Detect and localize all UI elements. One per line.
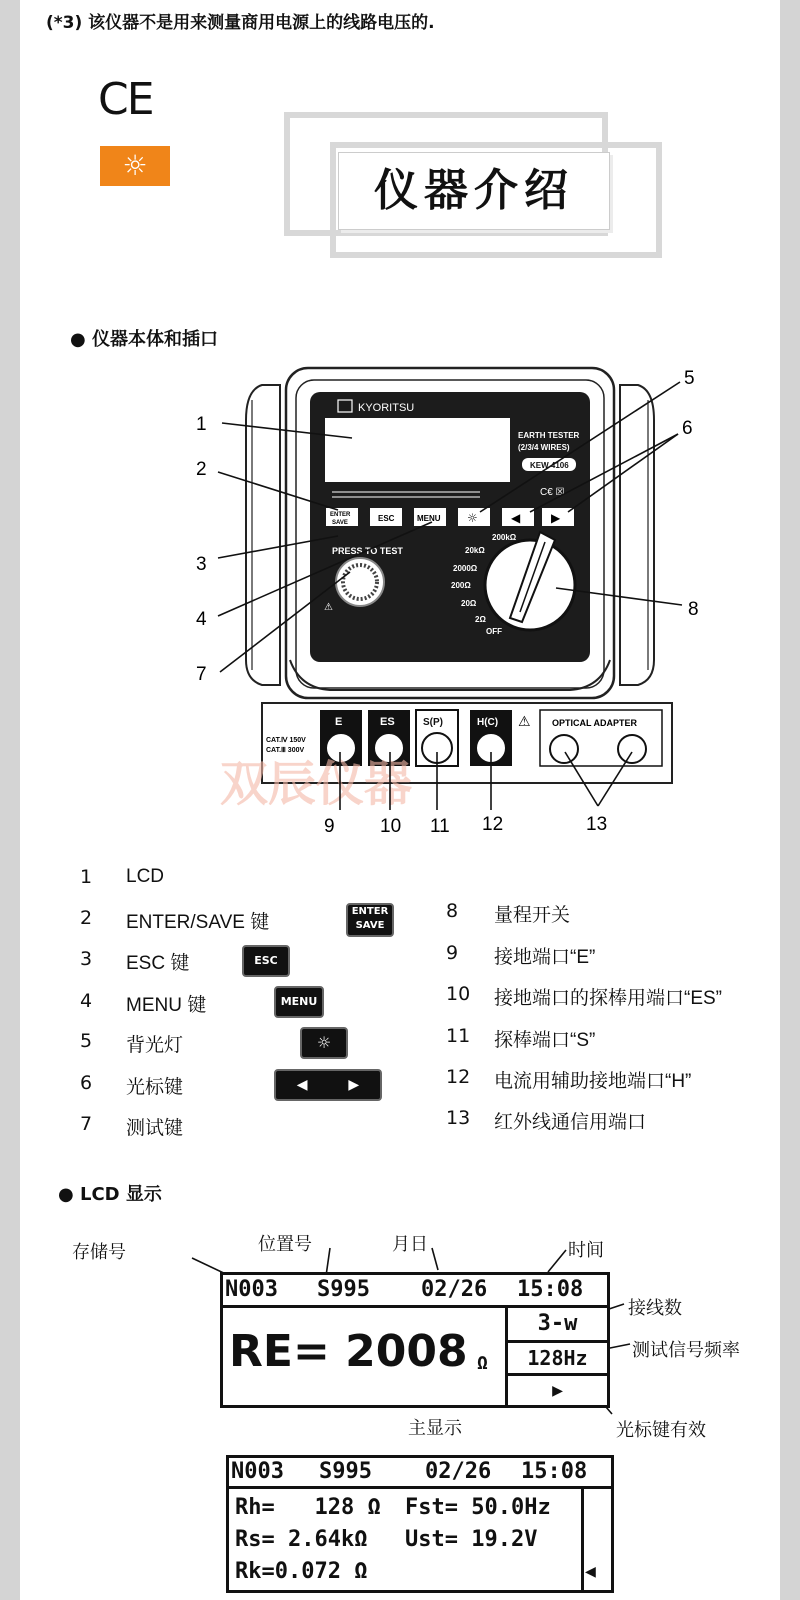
svg-text:☼: ☼ <box>467 511 478 525</box>
svg-text:▶: ▶ <box>551 511 561 525</box>
watermark: 双辰仪器 <box>220 756 413 812</box>
brand-text: KYORITSU <box>358 402 415 414</box>
terminal-s-label: S(P) <box>423 717 443 728</box>
lcd-screen-detail <box>226 1455 614 1593</box>
lcd-screen-main <box>220 1272 610 1408</box>
callout-7: 7 <box>196 664 207 685</box>
svg-text:C€ ☒: C€ ☒ <box>540 487 565 498</box>
enter-save-key-icon: ENTER SAVE <box>346 903 394 937</box>
press-to-test-text: PRESS TO TEST <box>332 546 403 556</box>
ce-mark: CE <box>98 74 153 125</box>
model-line-2: (2/3/4 WIRES) <box>518 443 570 452</box>
range-20k: 20kΩ <box>465 546 485 555</box>
model-name: KEW 4106 <box>530 461 569 470</box>
svg-text:ESC: ESC <box>378 514 395 523</box>
svg-text:SAVE: SAVE <box>332 520 348 526</box>
callout-9: 9 <box>324 816 335 837</box>
range-2: 2Ω <box>475 615 486 624</box>
menu-key-icon: MENU <box>274 986 324 1018</box>
callout-10: 10 <box>380 816 402 837</box>
svg-text:⚠: ⚠ <box>518 714 531 730</box>
cursor-left-icon: ◀ <box>585 1561 596 1582</box>
lcd2-status-bar: N003 S995 02/26 15:08 <box>229 1458 611 1489</box>
range-200: 200Ω <box>451 581 471 590</box>
esc-key-icon: ESC <box>242 945 290 977</box>
svg-text:MENU: MENU <box>417 514 441 523</box>
range-off: OFF <box>486 627 502 636</box>
label-month-day: 月日 <box>392 1234 428 1255</box>
optical-adapter-label: OPTICAL ADAPTER <box>552 718 638 728</box>
lcd-heading: ● LCD 显示 <box>58 1184 162 1205</box>
terminal-e-label: E <box>335 716 343 728</box>
label-time: 时间 <box>568 1240 604 1261</box>
frequency-readout: 128Hz <box>508 1343 607 1376</box>
range-20: 20Ω <box>461 599 477 608</box>
voltage-note: (*3) 该仪器不是用来测量商用电源上的线路电压的. <box>46 13 435 33</box>
range-200k: 200kΩ <box>492 533 517 542</box>
lcd2-row-2: Rs= 2.64kΩ <box>235 1527 368 1552</box>
label-frequency: 测试信号频率 <box>632 1340 740 1361</box>
main-reading: RE= 2008 <box>229 1326 468 1377</box>
callout-5: 5 <box>684 368 695 389</box>
terminal-es-label: ES <box>380 716 395 728</box>
lcd2-row-2-right: Ust= 19.2V <box>405 1527 538 1552</box>
lcd2-row-1-right: Fst= 50.0Hz <box>405 1495 551 1520</box>
callout-4: 4 <box>196 609 207 630</box>
range-2000: 2000Ω <box>453 564 478 573</box>
callout-8: 8 <box>688 599 699 620</box>
cat-iii-text: CAT.Ⅲ 300V <box>266 747 305 754</box>
svg-text:◀: ◀ <box>511 511 521 525</box>
backlight-icon: ☼ <box>100 146 170 186</box>
label-position: 位置号 <box>258 1234 312 1255</box>
lcd2-row-3: Rk=0.072 Ω <box>235 1559 368 1584</box>
label-main: 主显示 <box>408 1418 462 1439</box>
instrument-heading: ● 仪器本体和插口 <box>70 329 218 350</box>
label-storage: 存储号 <box>72 1242 126 1263</box>
backlight-key-icon: ☼ <box>300 1027 348 1059</box>
callout-13: 13 <box>586 814 608 835</box>
callout-1: 1 <box>196 414 207 435</box>
label-wiring: 接线数 <box>628 1298 682 1319</box>
svg-text:⚠: ⚠ <box>324 602 333 613</box>
callout-3: 3 <box>196 554 207 575</box>
callout-11: 11 <box>430 816 450 837</box>
callout-2: 2 <box>196 459 207 480</box>
cat-iv-text: CAT.Ⅳ 150V <box>266 737 306 744</box>
lcd2-row-1: Rh= 128 Ω <box>235 1495 381 1520</box>
callout-6: 6 <box>682 418 693 439</box>
cursor-right-icon: ▶ <box>552 1380 563 1401</box>
callout-12: 12 <box>482 814 504 835</box>
svg-text:ENTER: ENTER <box>330 512 351 518</box>
terminal-h-label: H(C) <box>477 717 499 728</box>
model-line-1: EARTH TESTER <box>518 431 580 440</box>
label-cursor: 光标键有效 <box>616 1420 706 1441</box>
callout-layer <box>0 360 800 840</box>
section-title: 仪器介绍 <box>338 152 610 230</box>
lcd-status-bar: N003 S995 02/26 15:08 <box>223 1275 607 1308</box>
main-unit: Ω <box>477 1353 488 1374</box>
wires-readout: 3-w <box>508 1308 607 1343</box>
cursor-keys-icon: ◀ ▶ <box>274 1069 382 1101</box>
